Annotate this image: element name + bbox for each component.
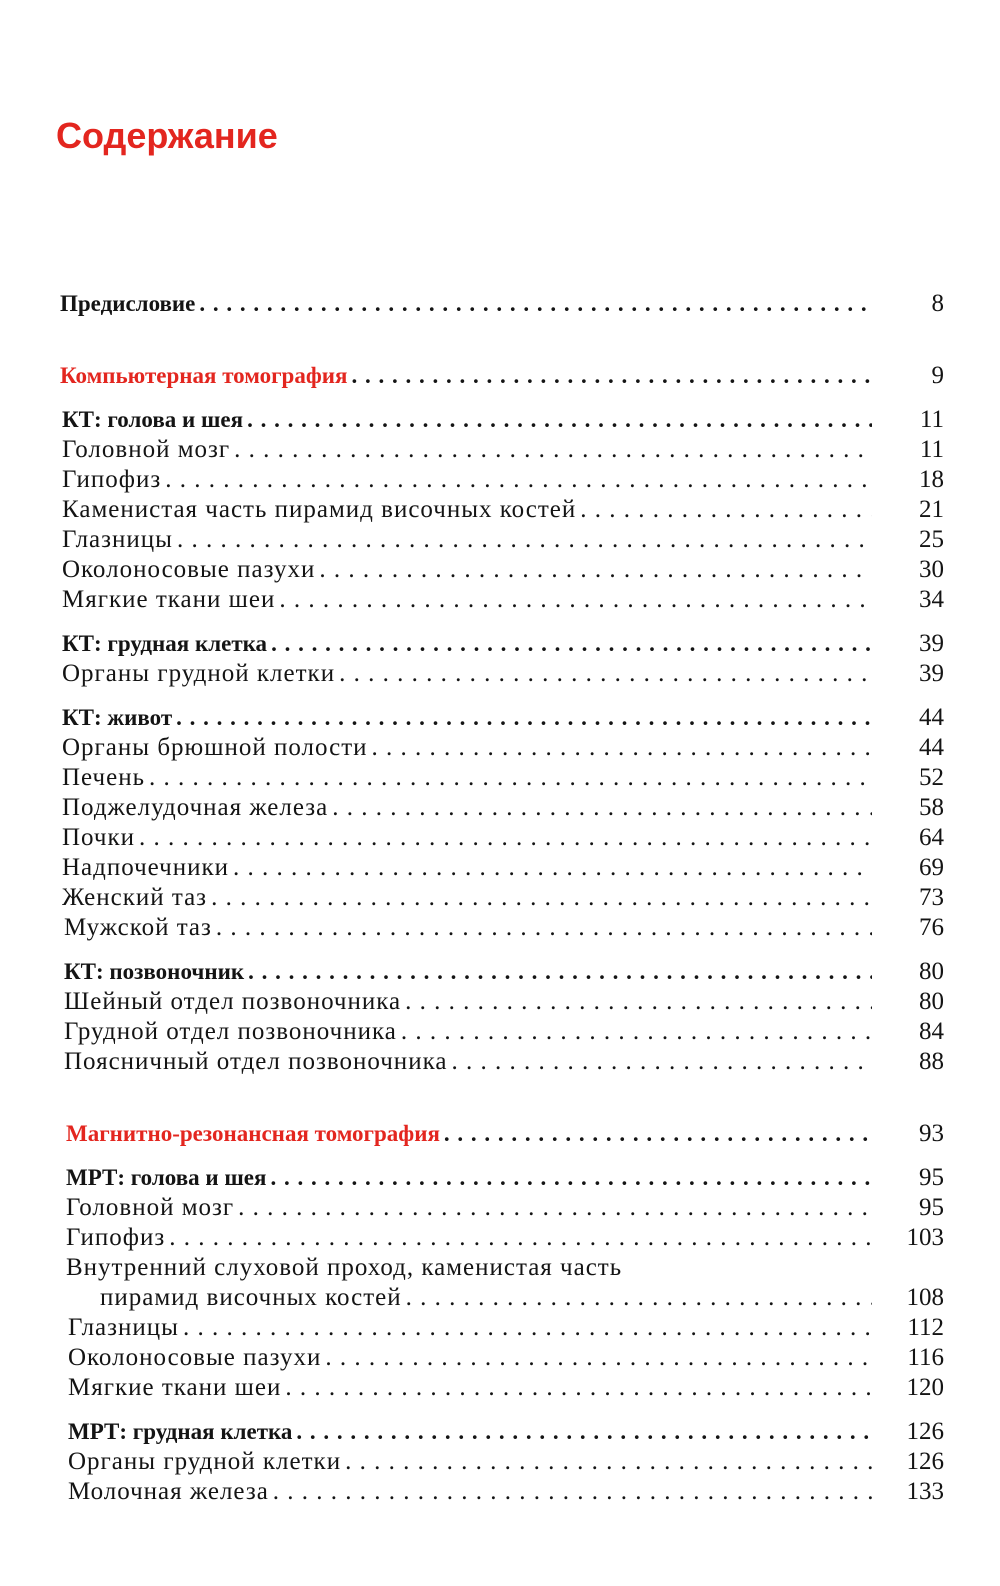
- dot-leader: [368, 732, 872, 764]
- dot-leader: [172, 702, 872, 734]
- dot-leader: [321, 1342, 872, 1374]
- page-number: 44: [919, 734, 944, 761]
- dot-leader: [229, 852, 872, 884]
- page-title: Содержание: [56, 115, 278, 156]
- page-number: 64: [919, 824, 944, 851]
- toc-entry[interactable]: [0, 1016, 1000, 1048]
- toc-entry[interactable]: [0, 852, 1000, 884]
- page-number: 25: [919, 526, 944, 553]
- dot-leader: [281, 1372, 872, 1404]
- toc-entry-label: Поджелудочная железа: [62, 794, 329, 821]
- toc-entry[interactable]: [0, 554, 1000, 586]
- toc-entry[interactable]: [0, 1416, 1000, 1448]
- toc-entry-label: Молочная железа: [68, 1478, 269, 1505]
- dot-leader: [165, 1222, 872, 1254]
- toc-entry[interactable]: [0, 986, 1000, 1018]
- toc-entry[interactable]: [0, 792, 1000, 824]
- toc-entry[interactable]: [0, 1192, 1000, 1224]
- toc-entry[interactable]: [0, 1446, 1000, 1478]
- page-number: 11: [919, 406, 944, 433]
- dot-leader: [207, 882, 872, 914]
- toc-entry[interactable]: [0, 912, 1000, 944]
- toc-entry[interactable]: [0, 494, 1000, 526]
- toc-entry[interactable]: [0, 882, 1000, 914]
- page-number: 80: [919, 958, 944, 985]
- dot-leader: [269, 1476, 872, 1508]
- dot-leader: [145, 762, 872, 794]
- page-number: 126: [906, 1418, 944, 1445]
- page-number: 8: [931, 290, 944, 317]
- toc-entry[interactable]: [0, 1118, 1000, 1150]
- page-number: 108: [906, 1284, 944, 1311]
- page-number: 9: [931, 362, 944, 389]
- toc-entry[interactable]: [0, 434, 1000, 466]
- dot-leader: [341, 1446, 872, 1478]
- subsection-title: КТ: живот: [62, 705, 173, 730]
- toc-entry[interactable]: [0, 464, 1000, 496]
- toc-entry[interactable]: [0, 404, 1000, 436]
- toc-entry-label: пирамид височных костей: [100, 1284, 402, 1311]
- dot-leader: [234, 1192, 872, 1224]
- toc-entry[interactable]: [0, 288, 1000, 320]
- dot-leader: [328, 792, 872, 824]
- toc-entry[interactable]: [0, 658, 1000, 690]
- toc-entry-label: Мягкие ткани шеи: [68, 1374, 282, 1401]
- page-number: 39: [919, 660, 944, 687]
- toc-entry[interactable]: [0, 1046, 1000, 1078]
- dot-leader: [447, 1046, 872, 1078]
- dot-leader: [161, 464, 872, 496]
- toc-entry-label: Глазницы: [62, 526, 173, 553]
- page-number: 34: [919, 586, 944, 613]
- page-number: 52: [919, 764, 944, 791]
- page-number: 44: [919, 704, 944, 731]
- toc-entry-label: Головной мозг: [66, 1194, 235, 1221]
- dot-leader: [267, 628, 872, 660]
- toc-entry-label: Околоносовые пазухи: [68, 1344, 322, 1371]
- dot-leader: [315, 554, 872, 586]
- dot-leader: [195, 288, 872, 320]
- page-number: 120: [906, 1374, 944, 1401]
- toc-entry-label: Шейный отдел позвоночника: [64, 988, 402, 1015]
- page-number: 93: [919, 1120, 944, 1147]
- dot-leader: [230, 434, 872, 466]
- subsection-title: МРТ: грудная клетка: [68, 1419, 293, 1444]
- dot-leader: [397, 1016, 872, 1048]
- toc-entry-label: Органы брюшной полости: [62, 734, 368, 761]
- toc-entry-label: Надпочечники: [62, 854, 230, 881]
- toc-entry-label: Каменистая часть пирамид височных костей: [62, 496, 577, 523]
- page-number: 11: [919, 436, 944, 463]
- toc-entry-label: Поясничный отдел позвоночника: [64, 1048, 448, 1075]
- page-number: 133: [906, 1478, 944, 1505]
- toc-entry-label: Околоносовые пазухи: [62, 556, 316, 583]
- toc-entry-label: Органы грудной клетки: [62, 660, 336, 687]
- toc-entry[interactable]: [0, 1312, 1000, 1344]
- page-number: 30: [919, 556, 944, 583]
- section-title: Магнитно-резонансная томография: [66, 1121, 440, 1146]
- toc-entry-label: Мужской таз: [64, 914, 212, 941]
- dot-leader: [173, 524, 872, 556]
- page-number: 76: [919, 914, 944, 941]
- section-title: Компьютерная томография: [60, 363, 348, 388]
- toc-entry[interactable]: [0, 1372, 1000, 1404]
- dot-leader: [335, 658, 872, 690]
- page-number: 116: [907, 1344, 944, 1371]
- toc-entry-label: Гипофиз: [66, 1224, 166, 1251]
- dot-leader: [212, 912, 872, 944]
- toc-entry-label: Печень: [62, 764, 145, 791]
- toc-entry-label: Головной мозг: [62, 436, 231, 463]
- page-number: 103: [906, 1224, 944, 1251]
- toc-entry[interactable]: [0, 628, 1000, 660]
- subsection-title: КТ: голова и шея: [62, 407, 244, 432]
- subsection-title: КТ: позвоночник: [64, 959, 245, 984]
- toc-entry-label: Почки: [62, 824, 136, 851]
- toc-entry[interactable]: [0, 1476, 1000, 1508]
- toc-entry[interactable]: [0, 1342, 1000, 1374]
- page-number: 39: [919, 630, 944, 657]
- subsection-title: КТ: грудная клетка: [62, 631, 268, 656]
- page-number: 126: [906, 1448, 944, 1475]
- toc-entry-label: Мягкие ткани шеи: [62, 586, 276, 613]
- page-number: 88: [919, 1048, 944, 1075]
- toc-entry[interactable]: [0, 702, 1000, 734]
- dot-leader: [440, 1118, 872, 1150]
- page-number: 58: [919, 794, 944, 821]
- dot-leader: [402, 1282, 872, 1314]
- dot-leader: [292, 1416, 872, 1448]
- page-number: 69: [919, 854, 944, 881]
- dot-leader: [347, 360, 872, 392]
- page-number: 21: [919, 496, 944, 523]
- page-number: 95: [919, 1164, 944, 1191]
- toc-entry[interactable]: [0, 762, 1000, 794]
- toc-entry-label: Грудной отдел позвоночника: [64, 1018, 397, 1045]
- subsection-title: МРТ: голова и шея: [66, 1165, 267, 1190]
- toc-entry[interactable]: [0, 524, 1000, 556]
- page-number: 18: [919, 466, 944, 493]
- page-number: 73: [919, 884, 944, 911]
- toc-entry[interactable]: [0, 1282, 1000, 1314]
- toc-entry[interactable]: [0, 584, 1000, 616]
- dot-leader: [275, 584, 872, 616]
- subsection-title: Предисловие: [60, 291, 196, 316]
- toc-entry[interactable]: [0, 1222, 1000, 1254]
- dot-leader: [135, 822, 872, 854]
- toc-entry-label: Гипофиз: [62, 466, 162, 493]
- toc-entry-label-line1: Внутренний слуховой проход, каменистая часть: [66, 1254, 623, 1281]
- page-number: 112: [907, 1314, 944, 1341]
- toc-entry[interactable]: [0, 956, 1000, 988]
- dot-leader: [244, 956, 872, 988]
- toc-entry[interactable]: [0, 822, 1000, 854]
- dot-leader: [243, 404, 872, 436]
- page-number: 84: [919, 1018, 944, 1045]
- dot-leader: [401, 986, 872, 1018]
- page-number: 80: [919, 988, 944, 1015]
- dot-leader: [576, 494, 872, 526]
- toc-entry[interactable]: [0, 1162, 1000, 1194]
- page-number: 95: [919, 1194, 944, 1221]
- toc-entry[interactable]: [0, 732, 1000, 764]
- toc-entry-label: Глазницы: [68, 1314, 179, 1341]
- toc-entry-label: Женский таз: [62, 884, 208, 911]
- toc-entry[interactable]: [0, 360, 1000, 392]
- dot-leader: [266, 1162, 872, 1194]
- dot-leader: [179, 1312, 872, 1344]
- toc-entry-label: Органы грудной клетки: [68, 1448, 342, 1475]
